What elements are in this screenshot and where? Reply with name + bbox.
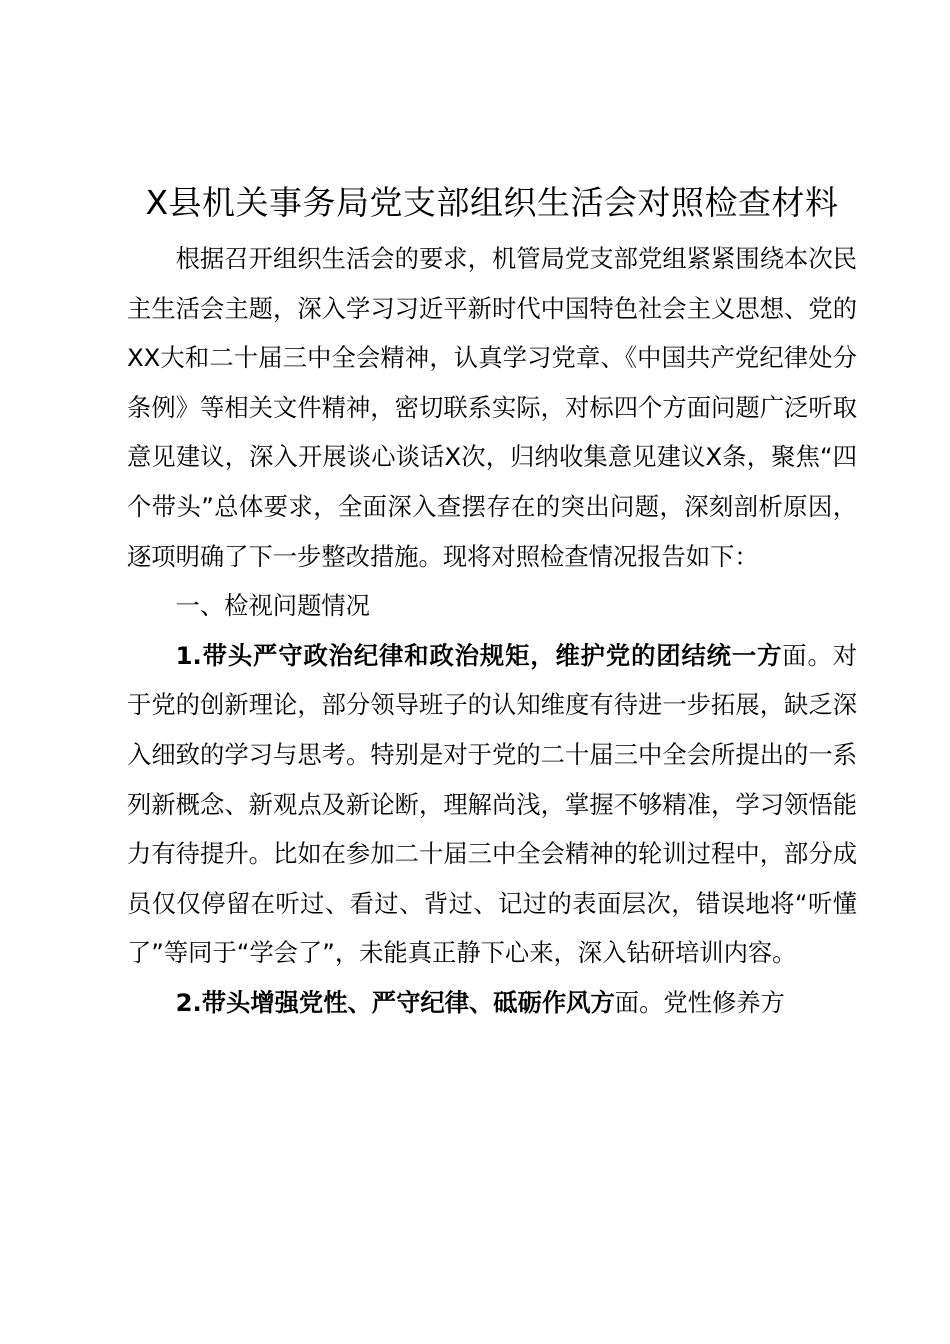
item-1-heading: 1.带头严守政治纪律和政治规矩，维护党的团结统一方: [175, 640, 783, 670]
document-title: X县机关事务局党支部组织生活会对照检查材料: [145, 183, 839, 222]
item-1-text: 面。对于党的创新理论，部分领导班子的认知维度有待进一步拓展，缺乏深入细致的学习与思考。特别是对于党的二十届三中全会所提出的一系列新概念、新观点及新论断，理解尚浅，掌握不够精准，学习领悟能力有待提升。比如在参加二十届三中全会精神的轮训过程中，部分成员仅仅停留在听过、看过、背过、记过的表面层次，错误地将“听懂了”等同于“学会了”，未能真正静下心来，深入钻研培训内容。: [127, 640, 857, 968]
section-heading-1: 一、检视问题情况: [175, 591, 370, 621]
item-2-heading: 2.带头增强党性、严守纪律、砥砺作风方: [175, 987, 615, 1017]
item-1-paragraph: [127, 631, 857, 978]
document-page: [127, 180, 857, 1028]
intro-paragraph: 根据召开组织生活会的要求，机管局党支部党组紧紧围绕本次民主生活会主题，深入学习习近平新时代中国特色社会主义思想、党的XX大和二十届三中全会精神，认真学习党章、《中国共产党纪律处分条例》等相关文件精神，密切联系实际，对标四个方面问题广泛听取意见建议，深入开展谈心谈话X次，归纳收集意见建议X条，聚焦“四个带头”总体要求，全面深入查摆存在的突出问题，深刻剖析原因，逐项明确了下一步整改措施。现将对照检查情况报告如下：: [127, 244, 857, 571]
item-2-text: 面。党性修养方: [614, 987, 785, 1017]
item-2-paragraph: [127, 978, 857, 1028]
